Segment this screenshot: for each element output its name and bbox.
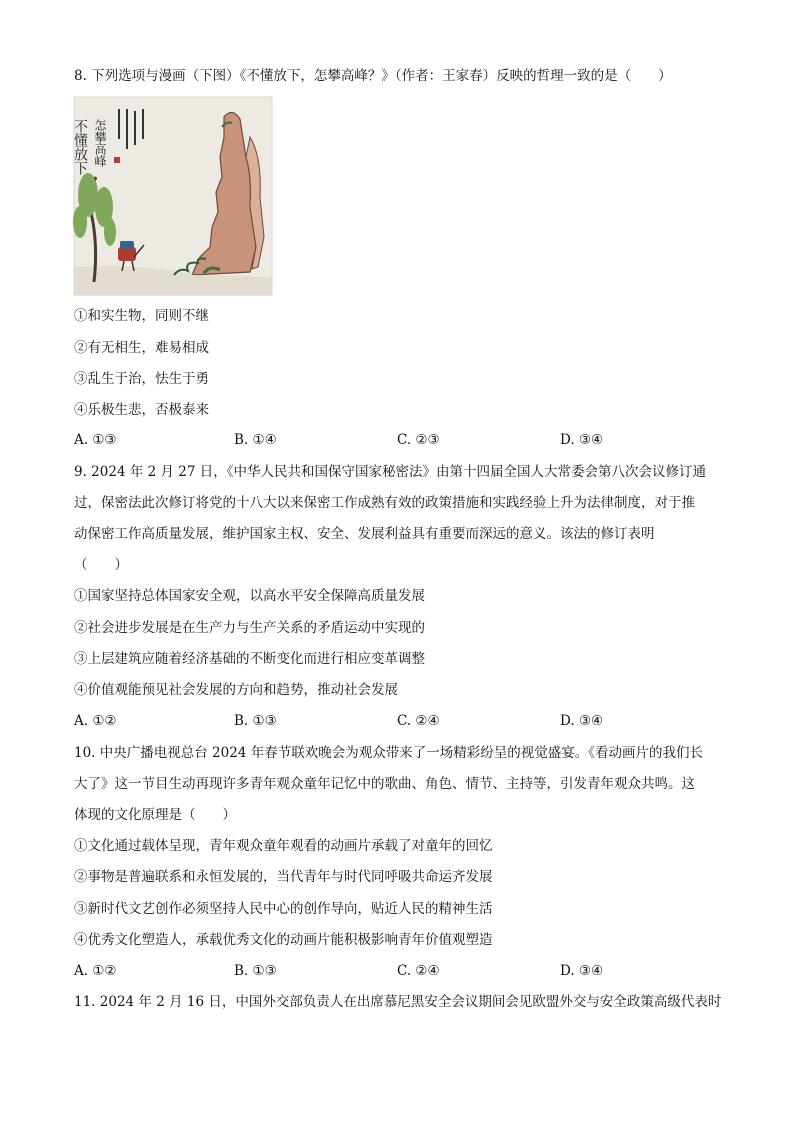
- q10-stem-line-3: 体现的文化原理是（ ）: [74, 807, 236, 823]
- q8-stem: 8. 下列选项与漫画（下图）《不懂放下，怎攀高峰？》（作者：王家春）反映的哲理一致的是（ ）: [74, 68, 672, 84]
- q10-stem-line-2: 大了》这一节目生动再现许多青年观众童年记忆中的歌曲、角色、情节、主持等，引发青年观众共鸣。这: [74, 776, 695, 792]
- q9-stem-line-2: 过，保密法此次修订将党的十八大以来保密工作成熟有效的政策措施和实践经验上升为法律制度，对于推: [74, 495, 695, 511]
- q10-option-3: ③新时代文艺创作必须坚持人民中心的创作导向，贴近人民的精神生活: [74, 901, 493, 917]
- q10-option-1: ①文化通过载体呈现，青年观众童年观看的动画片承载了对童年的回忆: [74, 838, 493, 854]
- q11-stem-line-1: 11. 2024 年 2 月 16 日，中国外交部负责人在出席慕尼黑安全会议期间会见欧盟外交与安全政策高级代表时: [74, 994, 722, 1010]
- q9-option-2: ②社会进步发展是在生产力与生产关系的矛盾运动中实现的: [74, 620, 425, 636]
- q10-option-2: ②事物是普遍联系和永恒发展的，当代青年与时代同呼吸共命运齐发展: [74, 869, 493, 885]
- cartoon-painting: [74, 97, 272, 295]
- q8-option-1: ①和实生物，同则不继: [74, 308, 209, 324]
- painting-title-b: 怎攀高峰: [93, 119, 107, 167]
- q9-stem-line-1: 9. 2024 年 2 月 27 日，《中华人民共和国保守国家秘密法》由第十四届全国人大常委会第八次会议修订通: [74, 464, 707, 480]
- painting-title-a: 不懂放下: [72, 119, 88, 175]
- q10-choice-c[interactable]: C. ②④: [397, 963, 440, 979]
- q9-option-3: ③上层建筑应随着经济基础的不断变化而进行相应变革调整: [74, 651, 425, 667]
- q8-choice-b[interactable]: B. ①④: [234, 432, 277, 448]
- q10-choice-b[interactable]: B. ①③: [234, 963, 277, 979]
- q9-choice-c[interactable]: C. ②④: [397, 713, 440, 729]
- q9-choice-b[interactable]: B. ①③: [234, 713, 277, 729]
- q10-option-4: ④优秀文化塑造人，承载优秀文化的动画片能积极影响青年价值观塑造: [74, 932, 493, 948]
- q9-stem-line-3: 动保密工作高质量发展，维护国家主权、安全、发展利益具有重要而深远的意义。该法的修订表明: [74, 526, 655, 542]
- q9-option-1: ①国家坚持总体国家安全观，以高水平安全保障高质量发展: [74, 588, 425, 604]
- q9-stem-line-4: （ ）: [74, 557, 128, 573]
- q8-option-2: ②有无相生，难易相成: [74, 340, 209, 356]
- q8-option-4: ④乐极生悲，否极泰来: [74, 402, 209, 418]
- q9-choice-a[interactable]: A. ①②: [74, 713, 117, 729]
- q10-choice-a[interactable]: A. ①②: [74, 963, 117, 979]
- q8-option-3: ③乱生于治，怯生于勇: [74, 371, 209, 387]
- q10-stem-line-1: 10. 中央广播电视总台 2024 年春节联欢晚会为观众带来了一场精彩纷呈的视觉盛宴。《看动画片的我们长: [74, 745, 703, 761]
- q8-choice-a[interactable]: A. ①③: [74, 432, 117, 448]
- q9-option-4: ④价值观能预见社会发展的方向和趋势，推动社会发展: [74, 682, 398, 698]
- q8-choice-d[interactable]: D. ③④: [560, 432, 604, 448]
- q8-choice-c[interactable]: C. ②③: [397, 432, 440, 448]
- q9-choice-d[interactable]: D. ③④: [560, 713, 604, 729]
- q10-choice-d[interactable]: D. ③④: [560, 963, 604, 979]
